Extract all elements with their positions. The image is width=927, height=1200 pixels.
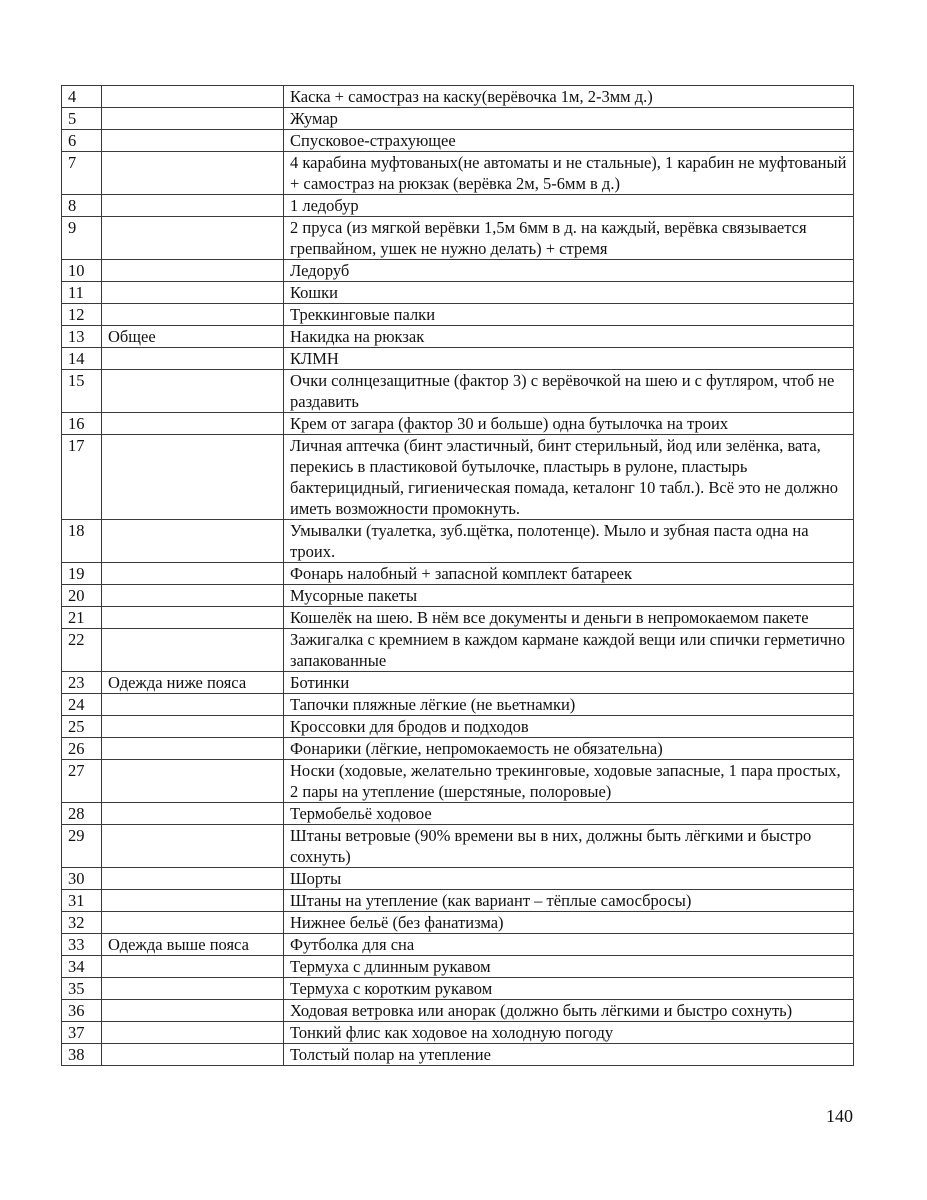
table-row xyxy=(62,956,854,978)
row-number-cell: 20 xyxy=(62,585,102,607)
item-cell: КЛМН xyxy=(284,348,854,370)
item-cell: Термуха с длинным рукавом xyxy=(284,956,854,978)
category-cell xyxy=(102,520,284,563)
item-cell: Умывалки (туалетка, зуб.щётка, полотенце). Мыло и зубная паста одна на троих. xyxy=(284,520,854,563)
category-cell xyxy=(102,86,284,108)
row-number-cell: 11 xyxy=(62,282,102,304)
row-number-cell: 34 xyxy=(62,956,102,978)
category-cell xyxy=(102,348,284,370)
row-number-cell: 35 xyxy=(62,978,102,1000)
category-cell xyxy=(102,260,284,282)
item-cell: Жумар xyxy=(284,108,854,130)
item-cell: Ботинки xyxy=(284,672,854,694)
item-cell: Кроссовки для бродов и подходов xyxy=(284,716,854,738)
category-cell: Общее xyxy=(102,326,284,348)
item-cell: 4 карабина муфтованых(не автоматы и не стальные), 1 карабин не муфтованый + самостраз на рюкзак (верёвка 2м, 5-6мм в д.) xyxy=(284,152,854,195)
table-row xyxy=(62,607,854,629)
row-number-cell: 17 xyxy=(62,435,102,520)
category-cell xyxy=(102,868,284,890)
category-cell xyxy=(102,1022,284,1044)
row-number-cell: 14 xyxy=(62,348,102,370)
item-cell: Каска + самостраз на каску(верёвочка 1м, 2-3мм д.) xyxy=(284,86,854,108)
item-cell: Ходовая ветровка или анорак (должно быть лёгкими и быстро сохнуть) xyxy=(284,1000,854,1022)
item-cell: 2 пруса (из мягкой верёвки 1,5м 6мм в д. на каждый, верёвка связывается грепвайном, ушек не нужно делать) + стремя xyxy=(284,217,854,260)
category-cell xyxy=(102,803,284,825)
category-cell xyxy=(102,195,284,217)
row-number-cell: 4 xyxy=(62,86,102,108)
table-row xyxy=(62,370,854,413)
item-cell: Ледоруб xyxy=(284,260,854,282)
page-number: 140 xyxy=(826,1106,853,1126)
category-cell xyxy=(102,956,284,978)
category-cell xyxy=(102,760,284,803)
category-cell xyxy=(102,694,284,716)
category-cell xyxy=(102,370,284,413)
row-number-cell: 38 xyxy=(62,1044,102,1066)
item-cell: Шорты xyxy=(284,868,854,890)
category-cell: Одежда выше пояса xyxy=(102,934,284,956)
table-row xyxy=(62,672,854,694)
category-cell xyxy=(102,435,284,520)
item-cell: Накидка на рюкзак xyxy=(284,326,854,348)
table-row xyxy=(62,890,854,912)
table-row xyxy=(62,413,854,435)
row-number-cell: 22 xyxy=(62,629,102,672)
category-cell xyxy=(102,1044,284,1066)
row-number-cell: 23 xyxy=(62,672,102,694)
category-cell xyxy=(102,629,284,672)
row-number-cell: 24 xyxy=(62,694,102,716)
row-number-cell: 5 xyxy=(62,108,102,130)
row-number-cell: 6 xyxy=(62,130,102,152)
row-number-cell: 26 xyxy=(62,738,102,760)
row-number-cell: 19 xyxy=(62,563,102,585)
row-number-cell: 16 xyxy=(62,413,102,435)
category-cell xyxy=(102,978,284,1000)
row-number-cell: 33 xyxy=(62,934,102,956)
item-cell: Термуха с коротким рукавом xyxy=(284,978,854,1000)
table-row xyxy=(62,108,854,130)
table-row xyxy=(62,195,854,217)
category-cell xyxy=(102,152,284,195)
table-row xyxy=(62,348,854,370)
item-cell: Штаны на утепление (как вариант – тёплые самосбросы) xyxy=(284,890,854,912)
category-cell: Одежда ниже пояса xyxy=(102,672,284,694)
item-cell: Треккинговые палки xyxy=(284,304,854,326)
item-cell: Кошелёк на шею. В нём все документы и деньги в непромокаемом пакете xyxy=(284,607,854,629)
table-row xyxy=(62,86,854,108)
category-cell xyxy=(102,563,284,585)
table-row xyxy=(62,978,854,1000)
item-cell: Спусковое-страхующее xyxy=(284,130,854,152)
row-number-cell: 36 xyxy=(62,1000,102,1022)
category-cell xyxy=(102,825,284,868)
category-cell xyxy=(102,738,284,760)
item-cell: Мусорные пакеты xyxy=(284,585,854,607)
category-cell xyxy=(102,282,284,304)
row-number-cell: 12 xyxy=(62,304,102,326)
table-row xyxy=(62,760,854,803)
table-row xyxy=(62,326,854,348)
table-row xyxy=(62,260,854,282)
table-row xyxy=(62,1022,854,1044)
row-number-cell: 37 xyxy=(62,1022,102,1044)
row-number-cell: 10 xyxy=(62,260,102,282)
table-row xyxy=(62,563,854,585)
table-row xyxy=(62,1044,854,1066)
item-cell: Очки солнцезащитные (фактор 3) с верёвочкой на шею и с футляром, чтоб не раздавить xyxy=(284,370,854,413)
row-number-cell: 13 xyxy=(62,326,102,348)
table-row xyxy=(62,130,854,152)
item-cell: Термобельё ходовое xyxy=(284,803,854,825)
item-cell: Фонарики (лёгкие, непромокаемость не обязательна) xyxy=(284,738,854,760)
row-number-cell: 21 xyxy=(62,607,102,629)
category-cell xyxy=(102,304,284,326)
category-cell xyxy=(102,607,284,629)
category-cell xyxy=(102,130,284,152)
category-cell xyxy=(102,585,284,607)
item-cell: Носки (ходовые, желательно трекинговые, ходовые запасные, 1 пара простых, 2 пары на утепление (шерстяные, полоровые) xyxy=(284,760,854,803)
row-number-cell: 25 xyxy=(62,716,102,738)
item-cell: Нижнее бельё (без фанатизма) xyxy=(284,912,854,934)
row-number-cell: 15 xyxy=(62,370,102,413)
category-cell xyxy=(102,912,284,934)
item-cell: Футболка для сна xyxy=(284,934,854,956)
item-cell: Тонкий флис как ходовое на холодную погоду xyxy=(284,1022,854,1044)
table-body xyxy=(62,86,854,1066)
table-row xyxy=(62,282,854,304)
table-row xyxy=(62,629,854,672)
table-row xyxy=(62,694,854,716)
category-cell xyxy=(102,890,284,912)
row-number-cell: 8 xyxy=(62,195,102,217)
table-row xyxy=(62,868,854,890)
item-cell: Толстый полар на утепление xyxy=(284,1044,854,1066)
table-row xyxy=(62,825,854,868)
row-number-cell: 31 xyxy=(62,890,102,912)
category-cell xyxy=(102,108,284,130)
item-cell: Кошки xyxy=(284,282,854,304)
table-row xyxy=(62,520,854,563)
row-number-cell: 7 xyxy=(62,152,102,195)
table-row xyxy=(62,716,854,738)
table-row xyxy=(62,585,854,607)
category-cell xyxy=(102,716,284,738)
table-row xyxy=(62,934,854,956)
item-cell: 1 ледобур xyxy=(284,195,854,217)
row-number-cell: 30 xyxy=(62,868,102,890)
category-cell xyxy=(102,217,284,260)
table-row xyxy=(62,738,854,760)
item-cell: Личная аптечка (бинт эластичный, бинт стерильный, йод или зелёнка, вата, перекись в пластиковой бутылочке, пластырь в рулоне, пластырь бактерицидный, гигиеническая помада, кеталонг 10 табл.). Всё это не должно иметь возможности промокнуть. xyxy=(284,435,854,520)
item-cell: Штаны ветровые (90% времени вы в них, должны быть лёгкими и быстро сохнуть) xyxy=(284,825,854,868)
item-cell: Крем от загара (фактор 30 и больше) одна бутылочка на троих xyxy=(284,413,854,435)
row-number-cell: 9 xyxy=(62,217,102,260)
row-number-cell: 27 xyxy=(62,760,102,803)
table-row xyxy=(62,217,854,260)
table-row xyxy=(62,912,854,934)
item-cell: Зажигалка с кремнием в каждом кармане каждой вещи или спички герметично запакованные xyxy=(284,629,854,672)
item-cell: Тапочки пляжные лёгкие (не вьетнамки) xyxy=(284,694,854,716)
table-row xyxy=(62,1000,854,1022)
table-row xyxy=(62,152,854,195)
table-row xyxy=(62,304,854,326)
row-number-cell: 32 xyxy=(62,912,102,934)
table-row xyxy=(62,803,854,825)
table-row xyxy=(62,435,854,520)
row-number-cell: 28 xyxy=(62,803,102,825)
item-cell: Фонарь налобный + запасной комплект батареек xyxy=(284,563,854,585)
category-cell xyxy=(102,413,284,435)
category-cell xyxy=(102,1000,284,1022)
row-number-cell: 18 xyxy=(62,520,102,563)
row-number-cell: 29 xyxy=(62,825,102,868)
equipment-checklist-table xyxy=(61,85,854,1066)
